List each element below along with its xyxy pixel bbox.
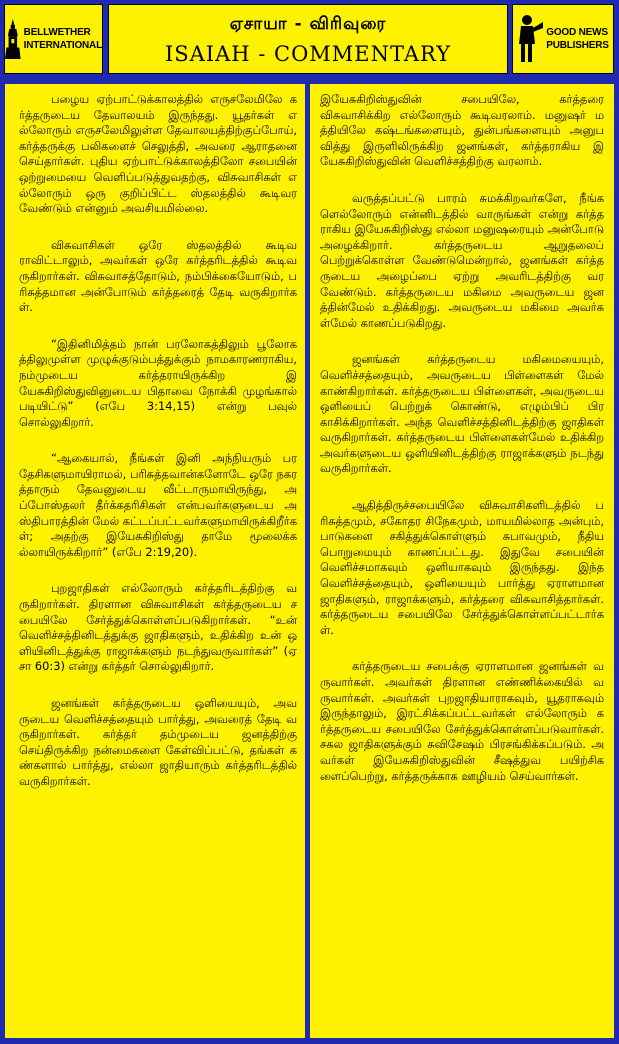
right-column [310, 84, 614, 1038]
right-paragraph-5: கர்த்தருடைய சபைக்கு ஏராளமான ஜனங்கள் வருவார்கள். அவர்கள் திரளான எண்ணிக்கையில் வருவார்கள். அவர்கள் புறஜாதியாராகவும், யூதராகவும் இருந்தாலும், இரட்சிக்கப்பட்டவர்கள் எல்லோரும் கர்த்தருடைய சபையிலே சேர்த்துக்கொள்ளப்படுவார்கள். சகல ஜாதிகளுக்கும் சுவிசேஷம் பிரசங்கிக்கப்படும். அவர்கள் இயேசுகிறிஸ்துவின் சீஷத்துவ பயிற்சிகளைப்பெற்று, கர்த்தருக்காக ஊழியம் செய்வார்கள். [320, 659, 604, 783]
title-box [108, 4, 508, 74]
good-news-logo [512, 4, 614, 74]
left-paragraph-3: “இதினிமித்தம் நான் பரலோகத்திலும் பூலோகத்திலுமுள்ள முழுக்குடும்பத்துக்கும் நாமகாரணராகிய, நம்முடைய கர்த்தராயிருக்கிற இயேசுகிறிஸ்துவினுடைய பிதாவை நோக்கி முழங்கால் படியிட்டு” (எபே 3:14,15) என்று பவுல் சொல்லுகிறார். [19, 336, 297, 429]
right-paragraph-3: ஜனங்கள் கர்த்தருடைய மகிமையையும், வெளிச்சத்தையும், அவருடைய பிள்ளைகள் மேல் காண்கிறார்கள். கர்த்தருடைய பிள்ளைகள், அவருடைய ஒளியைப் பெற்றுக் கொண்டு, எழும்பிப் பிரகாசிக்கிறார்கள். அந்த வெளிச்சத்தினிடத்திற்கு ஜாதிகள் வருகிறார்கள். கர்த்தருடைய பிள்ளைகள்மேல் உதிக்கிற அவர்களுடைய ஒளியினிடத்திற்கு ராஜாக்களும் நடந்து வருகிறார்கள். [320, 352, 604, 476]
page-header [0, 0, 619, 79]
page-title-tamil: ஏசாயா - விரிவுரை [229, 14, 387, 34]
left-paragraph-6: ஜனங்கள் கர்த்தருடைய ஒளியையும், அவருடைய வெளிச்சத்தையும் பார்த்து, அவரைத் தேடி வருகிறார்கள். கர்த்தர் தம்முடைய ஜனத்திற்கு செய்திருக்கிற நன்மைகளை கேள்விப்பட்டு, தங்கள் கண்களால் பார்த்து, எல்லா ஜாதியாரும் கர்த்தரிடத்தில் வருகிறார்கள். [19, 696, 297, 788]
right-paragraph-4: ஆதித்திருச்சபையிலே விசுவாசிகளிடத்தில் பரிசுத்தமும், சகோதர சிநேகமும், மாயமில்லாத அன்பும், பாடுகளை சகித்துக்கொள்ளும் சுபாவமும், நீதிய பொறுமையும் காணப்பட்டது. இதுவே சபையின் வெளிச்சமாகவும் ஒளியாகவும் இருந்தது. இந்த வெளிச்சத்தையும், ஒளியையும் பார்த்து ஏராளமான ஜாதிகளும், ராஜாக்களும், கர்த்தரை விசுவாசித்தார்கள். கர்த்தருடைய சபையிலே சேர்த்துக்கொள்ளப்பட்டார்கள். [320, 498, 604, 637]
left-paragraph-1: பழைய ஏற்பாட்டுக்காலத்தில் எருசலேமிலே கர்த்தருடைய தேவாலயம் இருந்தது. யூதர்கள் எல்லோரும் எருசலேமிலுள்ள தேவாலயத்திற்குப்போய், கர்த்தருக்கு பலிகளைச் செலுத்தி, அவரை ஆராதனை செய்தார்கள். புதிய ஏற்பாட்டுக்காலத்திலோ சபையின் ஒற்றுமையை வெளிப்படுத்துவதற்கு, விசுவாசிகள் எல்லோரும் ஒரு குறிப்பிட்ட ஸ்தலத்தில் கூடிவரவேண்டும் என்னும் அவசியமில்லை. [19, 92, 297, 216]
page-title-english: ISAIAH - COMMENTARY [164, 42, 452, 66]
herald-icon [517, 14, 543, 64]
right-paragraph-2: வருத்தப்பட்டு பாரம் சுமக்கிறவர்களே, நீங்களெல்லோரும் என்னிடத்தில் வாருங்கள் என்று கர்த்தராகிய இயேசுகிறிஸ்து எல்லா மனுஷரையும் அன்போடு அழைக்கிறார். கர்த்தருடைய ஆறுதலைப் பெற்றுக்கொள்ள வேண்டுமென்றால், ஜனங்கள் கர்த்தருடைய அழைப்பை ஏற்று அவரிடத்திற்கு வரவேண்டும். கர்த்தருடைய மகிமை அவருடைய ஜனத்தின்மேல் உதிக்கிறது. அவருடைய மகிமை அவர்கள்மேல் காணப்படுகிறது. [320, 190, 604, 330]
bell-tower-icon [5, 11, 21, 67]
bellwether-logo [4, 4, 103, 74]
right-logo-line1: GOOD NEWS [546, 27, 608, 38]
right-paragraph-1: இயேசுகிறிஸ்துவின் சபையிலே, கர்த்தரை விசுவாசிக்கிற எல்லோரும் கூடிவரலாம். மனுஷர் மத்தியிலே கஷ்டங்களையும், துன்பங்களையும் அனுபவித்து இருளிலிருக்கிற ஜனங்கள், கர்த்தராகிய இயேசுகிறிஸ்துவின் வெளிச்சத்திற்கு வரலாம். [320, 92, 604, 169]
left-logo-line2: INTERNATIONAL [23, 40, 102, 51]
right-logo-line2: PUBLISHERS [546, 40, 609, 51]
left-paragraph-4: “ஆகையால், நீங்கள் இனி அந்நியரும் பரதேசிகளுமாயிராமல், பரிசுத்தவான்களோடே ஒரே நகரத்தாரும் தேவனுடைய வீட்டாருமாயிருந்து, அப்போஸ்தலர் தீர்க்கதரிசிகள் என்பவர்களுடைய அஸ்திபாரத்தின் மேல் கட்டப்பட்டவர்களுமாயிருக்கிறீர்கள்; அதற்கு இயேசுகிறிஸ்து தாமே மூலைக்கல்லாயிருக்கிறார்” (எபே 2:19,20). [19, 451, 297, 559]
left-logo-line1: BELLWETHER [23, 27, 91, 38]
left-paragraph-5: புறஜாதிகள் எல்லோரும் கர்த்தரிடத்திற்கு வருகிறார்கள். திரளான விசுவாசிகள் கர்த்தருடைய சபையிலே சேர்த்துக்கொள்ளப்படுகிறார்கள். “உன் வெளிச்சத்தினிடத்துக்கு ஜாதிகளும், உதிக்கிற உன் ஒளியினிடத்துக்கு ராஜாக்களும் நடந்துவருவார்கள்” (ஏசா 60:3) என்று கர்த்தர் சொல்லுகிறார். [19, 581, 297, 674]
left-column [5, 84, 305, 1038]
left-paragraph-2: விசுவாசிகள் ஒரே ஸ்தலத்தில் கூடிவராவிட்டாலும், அவர்கள் ஒரே கர்த்தரிடத்தில் கூடிவருகிறார்கள். விசுவாசத்தோடும், நம்பிக்கையோடும், பரிசுத்தமான அன்போடும் கர்த்தரைத் தேடி வருகிறார்கள். [19, 237, 297, 315]
